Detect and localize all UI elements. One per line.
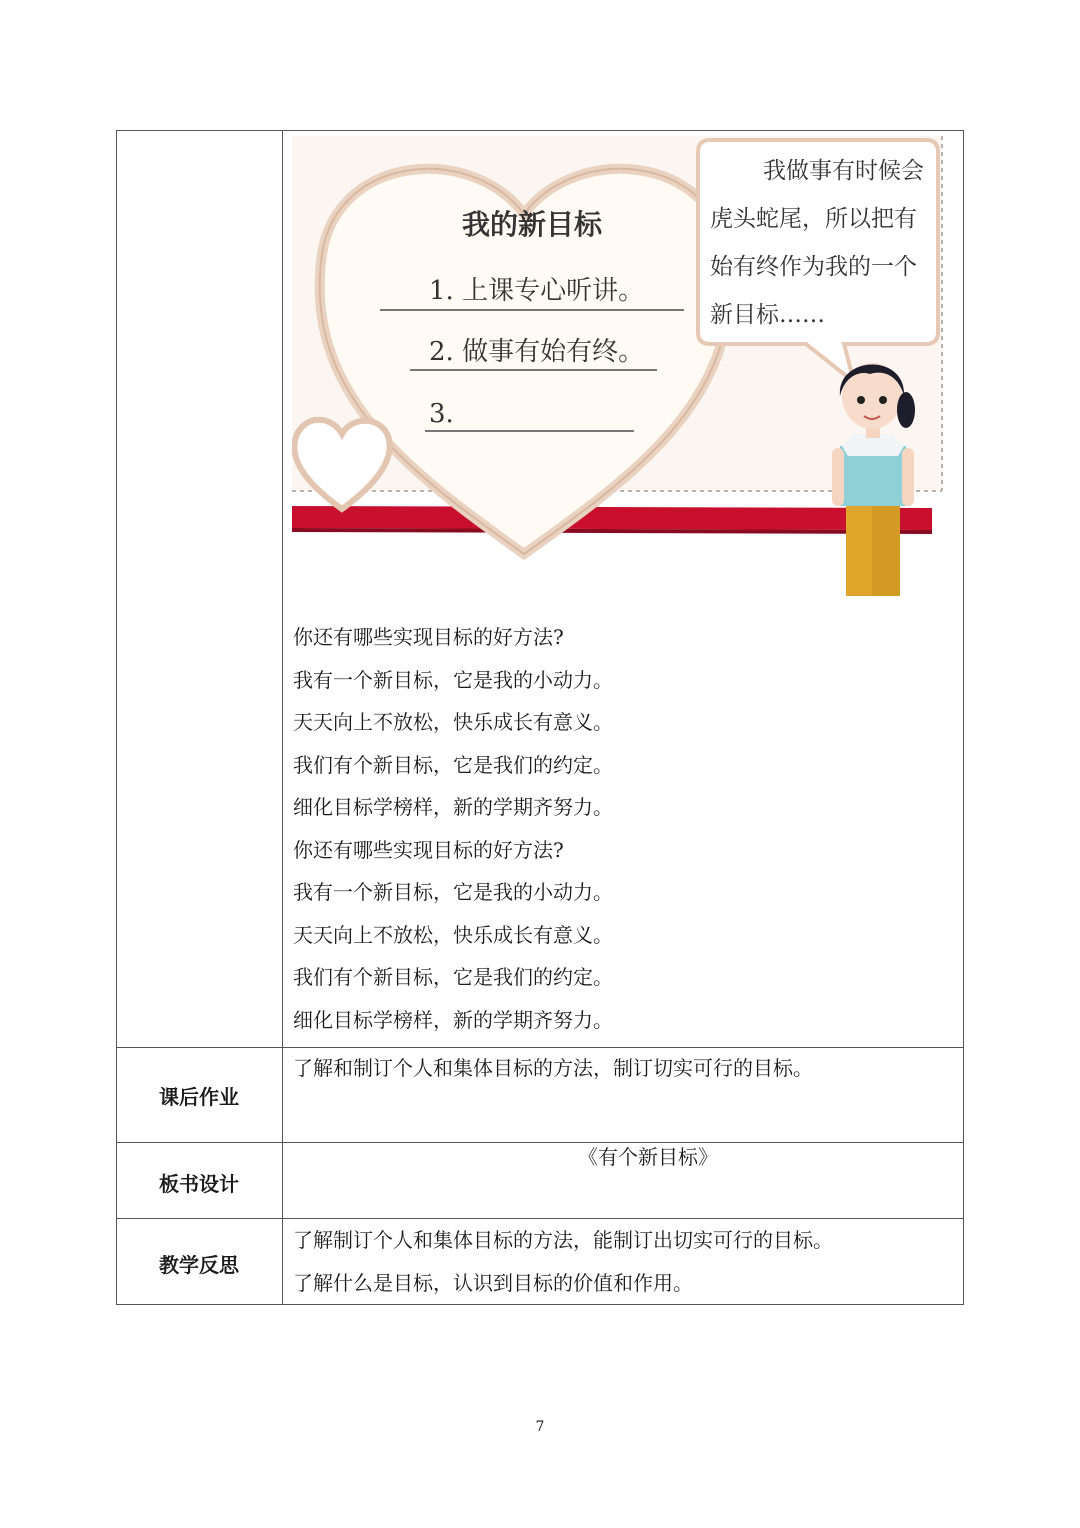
reflection-content (293, 1219, 833, 1304)
speech-line: 我做事有时候会 (763, 158, 924, 184)
row-divider (116, 1142, 964, 1143)
table-border-left (116, 130, 117, 1305)
goal-1: 1. 上课专心听讲。 (429, 276, 645, 306)
column-divider (282, 130, 283, 1305)
page-number: 7 (535, 1419, 545, 1435)
table-border-top (116, 130, 964, 131)
goal-illustration (292, 134, 948, 596)
homework-content: 了解和制订个人和集体目标的方法，制订切实可行的目标。 (293, 1056, 813, 1080)
heart-title: 我的新目标 (461, 208, 603, 241)
activity-line: 我有一个新目标，它是我的小动力。 (293, 880, 613, 904)
speech-line: 新目标…… (710, 302, 825, 328)
goal-2: 2. 做事有始有终。 (429, 337, 645, 367)
activity-line: 天天向上不放松，快乐成长有意义。 (293, 922, 613, 947)
table-border-right (963, 130, 964, 1305)
activity-line: 你还有哪些实现目标的好方法? (293, 625, 564, 649)
activity-line: 我们有个新目标，它是我们的约定。 (293, 965, 613, 989)
goal-3: 3. (429, 399, 454, 429)
speech-line: 虎头蛇尾，所以把有 (710, 206, 917, 232)
activity-line: 我们有个新目标，它是我们的约定。 (293, 752, 613, 777)
activity-line: 你还有哪些实现目标的好方法? (293, 837, 564, 862)
lesson-table (116, 130, 964, 1305)
illustration-svg (292, 134, 948, 596)
activity-line: 细化目标学榜样，新的学期齐努力。 (293, 1007, 613, 1032)
reflection-line: 了解什么是目标，认识到目标的价值和作用。 (293, 1270, 693, 1295)
reflection-line: 了解制订个人和集体目标的方法，能制订出切实可行的目标。 (293, 1228, 833, 1252)
reflection-label: 教学反思 (159, 1253, 239, 1277)
homework-label: 课后作业 (159, 1085, 239, 1109)
speech-line: 始有终作为我的一个 (710, 254, 917, 280)
board-ledge (292, 506, 932, 530)
table-border-bottom (116, 1304, 964, 1305)
activity-lines (293, 616, 613, 1041)
activity-line: 我有一个新目标，它是我的小动力。 (293, 667, 613, 692)
board-design-content: 《有个新目标》 (578, 1145, 718, 1169)
activity-line: 细化目标学榜样，新的学期齐努力。 (293, 795, 613, 819)
activity-line: 天天向上不放松，快乐成长有意义。 (293, 710, 613, 734)
board-design-label: 板书设计 (159, 1172, 239, 1196)
